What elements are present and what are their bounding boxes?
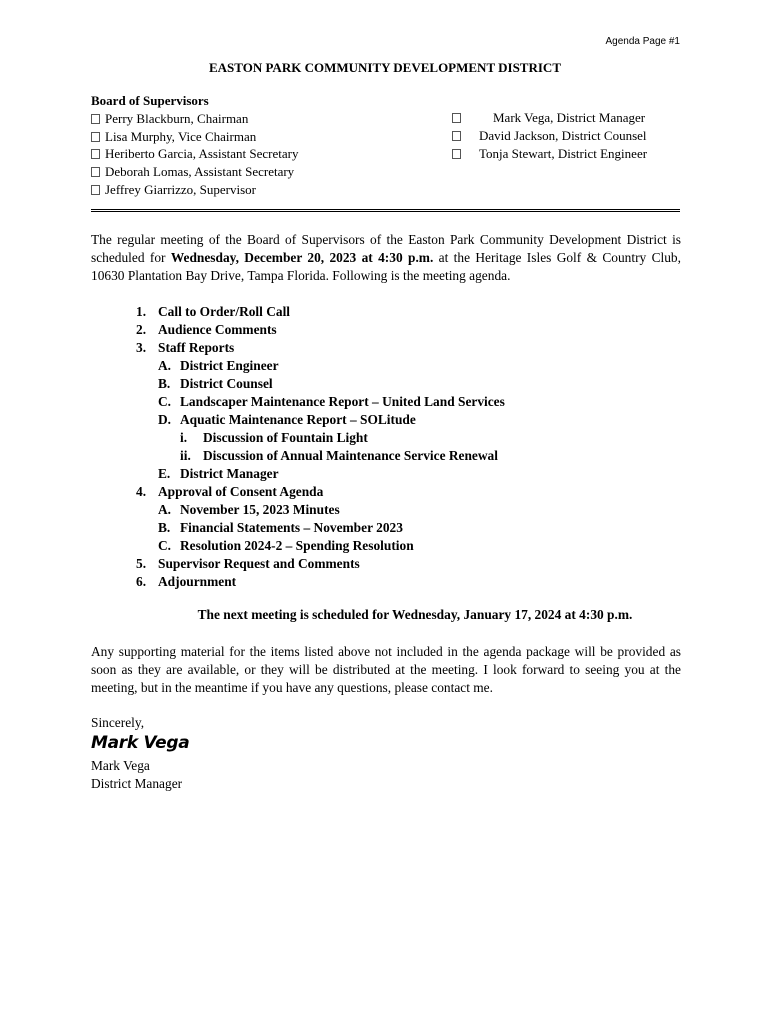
intro-text-location: at the Heritage Isles Golf & Country Club, 10630 Plantation Bay Drive, Tampa Florida. Following is the meeting agenda. (91, 250, 681, 283)
agenda-subitem (136, 393, 505, 411)
staff-member-name: David Jackson, District Counsel (479, 127, 647, 143)
agenda-subitem (136, 357, 505, 375)
agenda-item-number: 6. (136, 574, 147, 589)
checkbox-icon (91, 114, 100, 124)
agenda-subitem-label: District Counsel (180, 376, 273, 391)
agenda-item-label: Approval of Consent Agenda (158, 484, 324, 499)
intro-text: The regular meeting of the Board of Supervisors of the Easton Park Community Development District is scheduled for (91, 232, 681, 265)
agenda-item (136, 573, 505, 591)
page-number: Agenda Page #1 (605, 36, 680, 47)
agenda-item-label: Call to Order/Roll Call (158, 304, 291, 319)
agenda-subitem-label: District Engineer (180, 358, 279, 373)
agenda-subitem (136, 537, 505, 555)
agenda-subsubitem-label: Discussion of Fountain Light (203, 430, 368, 445)
agenda-subsubitem (136, 429, 505, 447)
agenda-subitem-number: E. (158, 466, 171, 481)
signer-name: Mark Vega (91, 758, 150, 773)
agenda-item-number: 4. (136, 484, 147, 499)
checkbox-icon (452, 113, 461, 123)
salutation: Sincerely, (91, 715, 145, 730)
agenda-subitem (136, 465, 505, 483)
agenda-item (136, 321, 505, 339)
agenda-item-number: 2. (136, 322, 147, 337)
staff-member (452, 127, 647, 145)
board-member (91, 163, 298, 181)
agenda-subitem-number: B. (158, 376, 171, 391)
agenda-subitem (136, 519, 505, 537)
checkbox-icon (91, 149, 100, 159)
checkbox-icon (91, 167, 100, 177)
signer-block (91, 757, 182, 793)
board-heading: Board of Supervisors (91, 93, 209, 108)
board-member-name: Perry Blackburn, Chairman (105, 110, 249, 126)
agenda-subitem-label: Aquatic Maintenance Report – SOLitude (180, 412, 416, 427)
agenda-subitem-number: D. (158, 412, 172, 427)
district-title: EASTON PARK COMMUNITY DEVELOPMENT DISTRICT (208, 60, 561, 75)
staff-member (452, 109, 647, 127)
agenda-subitem-number: A. (158, 358, 172, 373)
board-member-name: Heriberto Garcia, Assistant Secretary (105, 146, 299, 162)
agenda-item (136, 339, 505, 357)
agenda-item-label: Staff Reports (158, 340, 235, 355)
agenda-item-number: 3. (136, 340, 147, 355)
agenda-subsubitem-number: ii. (180, 448, 191, 463)
board-member (91, 181, 298, 199)
agenda-subsubitem-label: Discussion of Annual Maintenance Service Renewal (203, 448, 498, 463)
district-staff (452, 109, 647, 162)
agenda-item (136, 303, 505, 321)
agenda-item (136, 555, 505, 573)
agenda-item-number: 1. (136, 304, 147, 319)
agenda-item (136, 483, 505, 501)
agenda-subsubitem (136, 447, 505, 465)
agenda-item-label: Adjournment (158, 574, 237, 589)
board-member (91, 145, 298, 163)
board-of-supervisors (91, 92, 298, 199)
agenda-subitem-label: November 15, 2023 Minutes (180, 502, 340, 517)
meeting-date-time: Wednesday, December 20, 2023 at 4:30 p.m. (170, 250, 434, 265)
agenda-item-number: 5. (136, 556, 147, 571)
agenda-subitem (136, 411, 505, 429)
agenda-subitem (136, 375, 505, 393)
next-meeting-notice: The next meeting is scheduled for Wednesday, January 17, 2024 at 4:30 p.m. (197, 607, 633, 622)
agenda-subitem-label: Landscaper Maintenance Report – United Land Services (180, 394, 505, 409)
agenda-list (136, 303, 505, 591)
board-member (91, 128, 298, 146)
agenda-subitem-number: C. (158, 538, 172, 553)
agenda-item-label: Supervisor Request and Comments (158, 556, 360, 571)
board-member-name: Lisa Murphy, Vice Chairman (105, 128, 257, 144)
agenda-subitem-label: Financial Statements – November 2023 (180, 520, 403, 535)
intro-paragraph (91, 231, 681, 285)
staff-member-name: Mark Vega, District Manager (493, 110, 646, 125)
staff-member-name: Tonja Stewart, District Engineer (479, 145, 648, 161)
checkbox-icon (91, 185, 100, 195)
agenda-subitem-number: C. (158, 394, 172, 409)
agenda-subsubitem-number: i. (180, 430, 188, 445)
board-member (91, 110, 298, 128)
agenda-subitem-number: A. (158, 502, 172, 517)
agenda-subitem-label: District Manager (180, 466, 279, 481)
signer-title: District Manager (91, 776, 183, 791)
board-member-name: Jeffrey Giarrizzo, Supervisor (105, 181, 257, 197)
agenda-item-label: Audience Comments (158, 322, 277, 337)
handwritten-signature: Mark Vega (91, 733, 190, 753)
checkbox-icon (91, 132, 100, 142)
staff-member (452, 145, 647, 163)
header-divider (91, 209, 680, 212)
checkbox-icon (452, 149, 461, 159)
agenda-subitem-label: Resolution 2024-2 – Spending Resolution (180, 538, 414, 553)
agenda-subitem (136, 501, 505, 519)
checkbox-icon (452, 131, 461, 141)
closing-paragraph: Any supporting material for the items listed above not included in the agenda package will be provided as soon as they are available, or they will be distributed at the meeting. I look forward to seeing you at the meeting, but in the meantime if you have any questions, please contact me. (91, 644, 681, 695)
board-member-name: Deborah Lomas, Assistant Secretary (105, 164, 295, 180)
agenda-subitem-number: B. (158, 520, 171, 535)
